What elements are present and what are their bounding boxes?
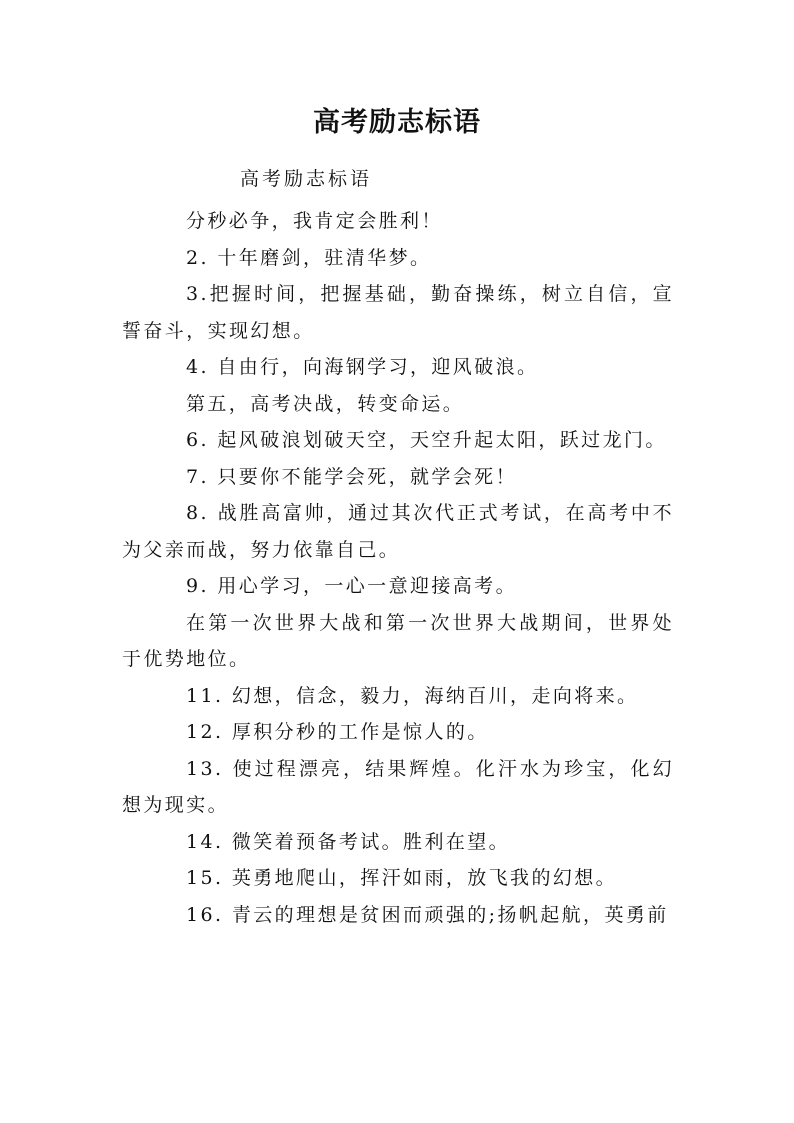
paragraph: 分秒必争，我肯定会胜利！: [186, 210, 443, 232]
document-subtitle: 高考励志标语: [240, 168, 373, 190]
paragraph: 9. 用心学习，一心一意迎接高考。: [186, 575, 517, 597]
paragraph: 8. 战胜高富帅，通过其次代正式考试，在高考中不为父亲而战，努力依靠自己。: [122, 502, 674, 561]
paragraph: 2. 十年磨剑，驻清华梦。: [186, 246, 432, 269]
document-title: 高考励志标语: [313, 107, 481, 138]
paragraph: 第五，高考决战，转变命运。: [186, 392, 465, 415]
paragraph: 在第一次世界大战和第一次世界大战期间，世界处于优势地位。: [122, 611, 674, 670]
paragraph: 14. 微笑着预备考试。胜利在望。: [186, 830, 511, 853]
paragraph: 7. 只要你不能学会死，就学会死！: [186, 465, 517, 488]
paragraph: 16. 青云的理想是贫困而顽强的;扬帆起航，英勇前: [186, 903, 669, 926]
paragraph: 3.把握时间，把握基础，勤奋操练，树立自信，宣誓奋斗，实现幻想。: [122, 283, 674, 342]
paragraph: 11. 幻想，信念，毅力，海纳百川，走向将来。: [186, 684, 639, 707]
paragraph: 6. 起风破浪划破天空，天空升起太阳，跃过龙门。: [186, 429, 667, 451]
paragraph: 12. 厚积分秒的工作是惊人的。: [186, 721, 489, 743]
paragraph: 4. 自由行，向海钢学习，迎风破浪。: [186, 356, 539, 378]
paragraph: 15. 英勇地爬山，挥汗如雨，放飞我的幻想。: [186, 867, 618, 889]
paragraph: 13. 使过程漂亮，结果辉煌。化汗水为珍宝，化幻想为现实。: [122, 757, 674, 816]
document-body: [122, 203, 674, 933]
